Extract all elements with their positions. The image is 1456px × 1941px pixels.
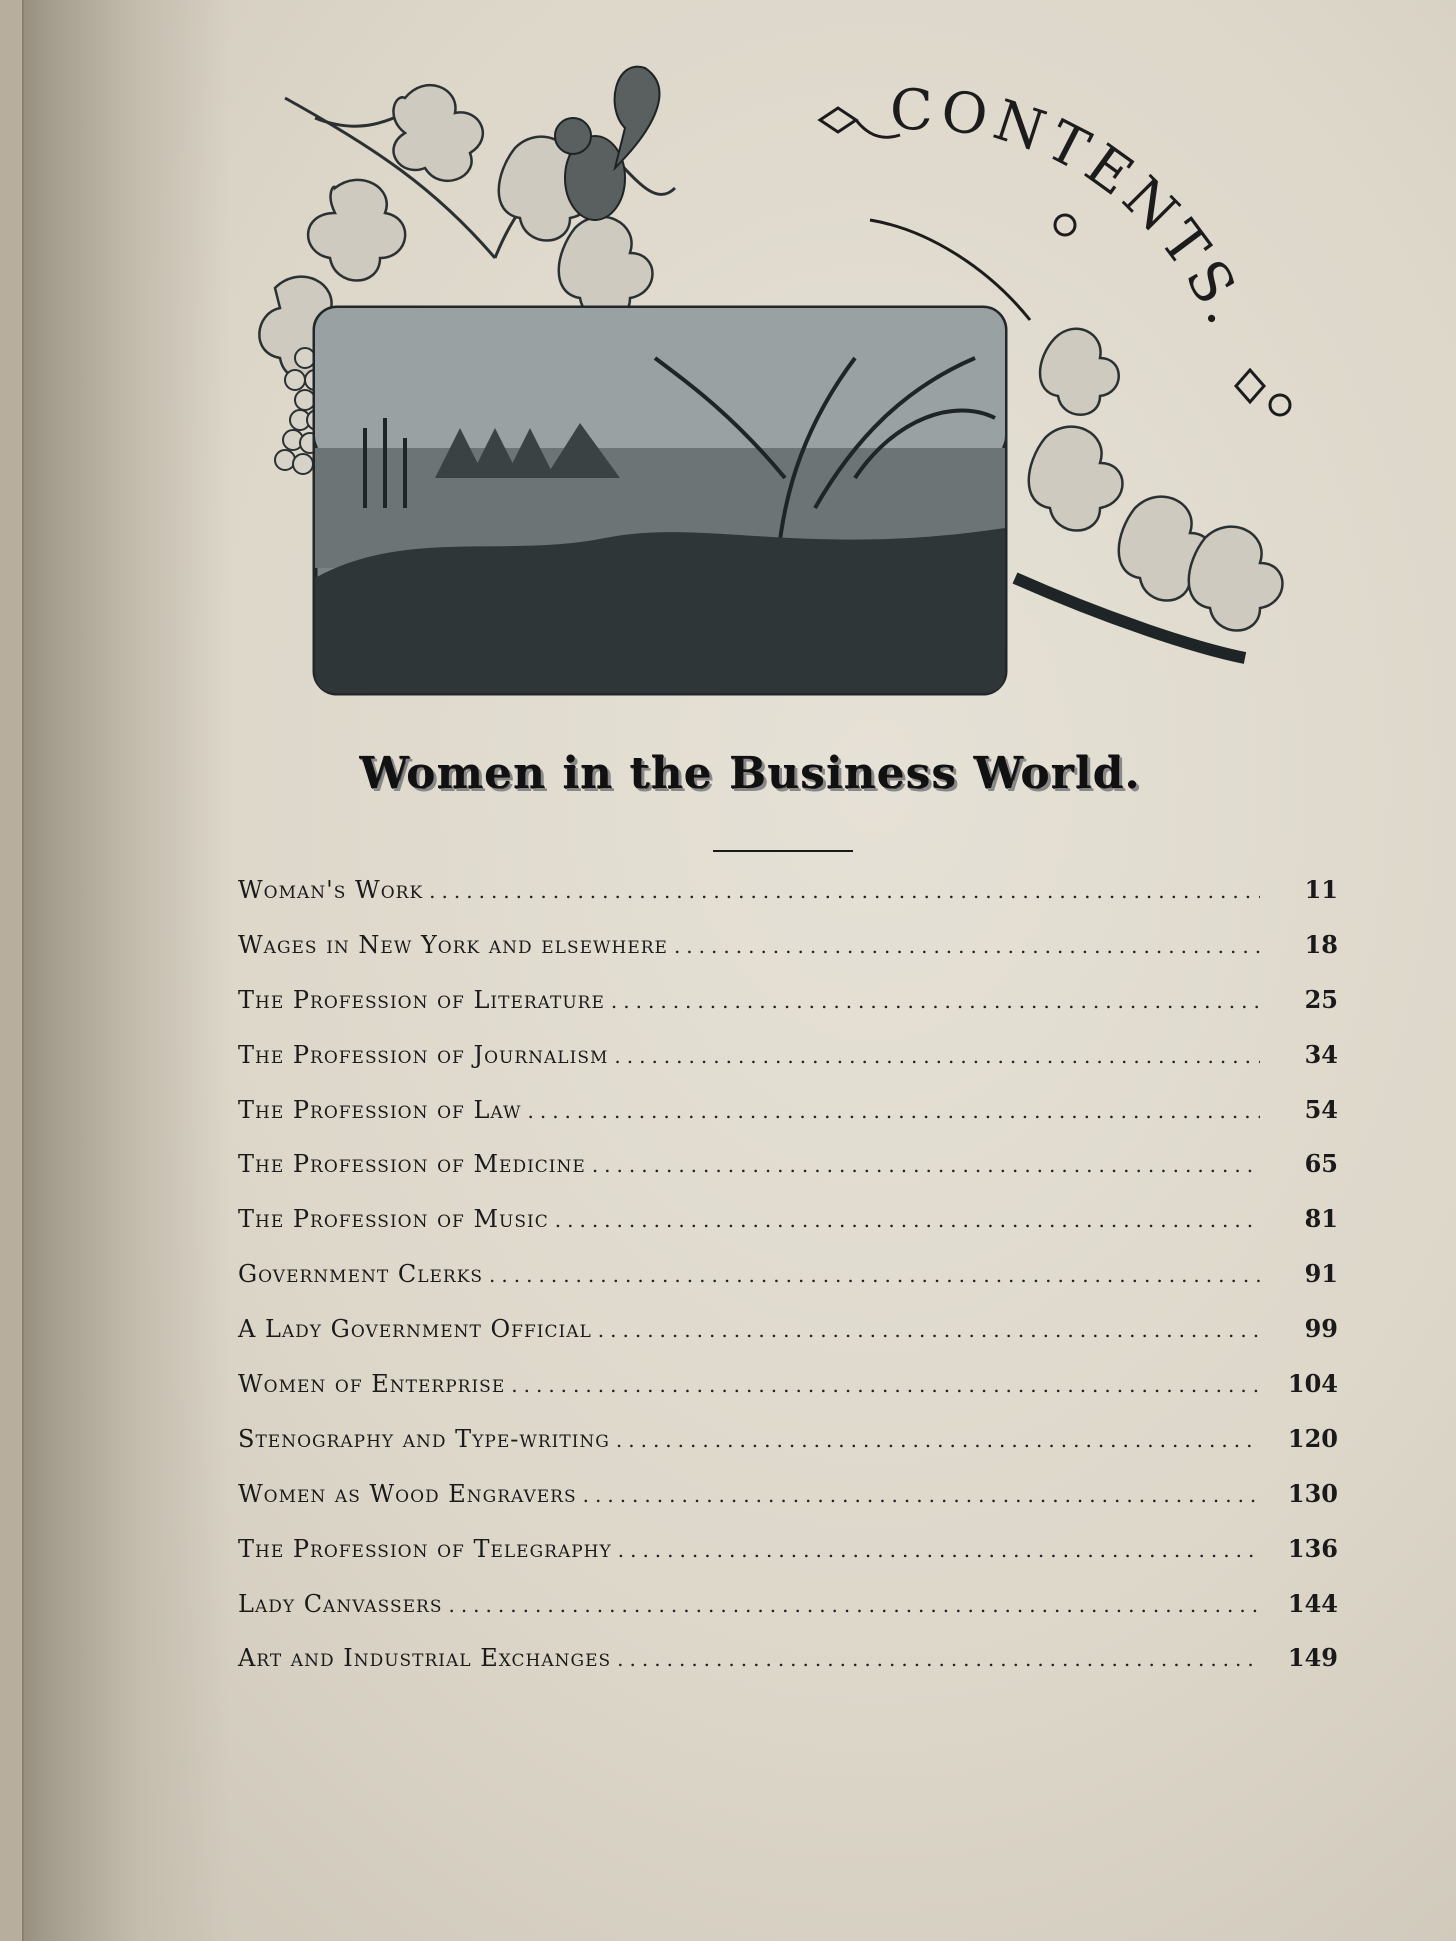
toc-page-number: 81 [1304, 1204, 1338, 1234]
toc-entry-title: Stenography and Type-writing [238, 1424, 610, 1453]
toc-page-number: 136 [1287, 1533, 1338, 1563]
toc-page-number: 65 [1304, 1149, 1338, 1179]
dot-leader [618, 1538, 1260, 1562]
toc-row [238, 1095, 1338, 1150]
toc-page-number: 130 [1287, 1478, 1338, 1508]
toc-row [238, 1589, 1338, 1644]
toc-page-number: 18 [1304, 929, 1338, 959]
contents-heading [810, 80, 1330, 430]
toc-row [238, 1149, 1338, 1204]
toc-row [238, 1259, 1338, 1314]
toc-entry-title: The Profession of Literature [238, 985, 605, 1014]
dot-leader [674, 934, 1260, 958]
toc-row [238, 1040, 1338, 1095]
toc-row [238, 1204, 1338, 1259]
dot-leader [429, 879, 1260, 903]
toc-entry-title: The Profession of Telegraphy [238, 1534, 612, 1563]
toc-entry-title: The Profession of Medicine [238, 1150, 586, 1179]
book-title: Women in the Business World. [359, 748, 1141, 799]
toc-page-number: 11 [1304, 875, 1338, 904]
dot-leader [489, 1263, 1260, 1287]
toc-entry-title: The Profession of Journalism [238, 1040, 609, 1069]
spine-shadow [0, 0, 230, 1941]
page-edge [0, 0, 24, 1941]
dot-leader [614, 1044, 1260, 1068]
toc-page-number: 144 [1287, 1588, 1338, 1618]
table-of-contents [238, 875, 1338, 1698]
dot-leader [527, 1099, 1260, 1123]
svg-text:CONTENTS. [890, 80, 1261, 339]
dot-leader [611, 989, 1260, 1013]
toc-entry-title: Wages in New York and elsewhere [238, 930, 668, 959]
toc-row [238, 1314, 1338, 1369]
toc-row [238, 1479, 1338, 1534]
dot-leader [555, 1208, 1260, 1232]
toc-page-number: 25 [1304, 984, 1338, 1014]
toc-page-number: 91 [1304, 1259, 1338, 1289]
toc-row [238, 875, 1338, 930]
dot-leader [617, 1647, 1260, 1671]
toc-entry-title: Government Clerks [238, 1260, 484, 1289]
toc-page-number: 104 [1287, 1369, 1338, 1399]
toc-row [238, 1643, 1338, 1698]
toc-page-number: 54 [1304, 1094, 1338, 1124]
toc-row [238, 930, 1338, 985]
dot-leader [583, 1483, 1260, 1507]
toc-row [238, 1424, 1338, 1479]
title-divider [713, 850, 853, 852]
toc-row [238, 1534, 1338, 1589]
toc-entry-title: The Profession of Music [238, 1205, 549, 1234]
dot-leader [448, 1593, 1260, 1617]
toc-row [238, 985, 1338, 1040]
toc-page-number: 149 [1287, 1643, 1338, 1673]
toc-row [238, 1369, 1338, 1424]
toc-entry-title: Art and Industrial Exchanges [238, 1644, 612, 1673]
toc-entry-title: Lady Canvassers [238, 1589, 443, 1618]
toc-entry-title: Woman's Work [238, 876, 424, 904]
toc-entry-title: Women as Wood Engravers [238, 1479, 577, 1508]
dot-leader [511, 1373, 1260, 1397]
toc-entry-title: A Lady Government Official [238, 1315, 592, 1344]
toc-page-number: 34 [1304, 1039, 1338, 1069]
dot-leader [592, 1153, 1260, 1177]
toc-page-number: 120 [1287, 1423, 1338, 1453]
dot-leader [616, 1428, 1260, 1452]
dot-leader [598, 1318, 1260, 1342]
contents-label: CONTENTS. [889, 80, 1262, 340]
toc-entry-title: Women of Enterprise [238, 1370, 506, 1399]
toc-page-number: 99 [1304, 1314, 1338, 1344]
toc-entry-title: The Profession of Law [238, 1095, 522, 1124]
